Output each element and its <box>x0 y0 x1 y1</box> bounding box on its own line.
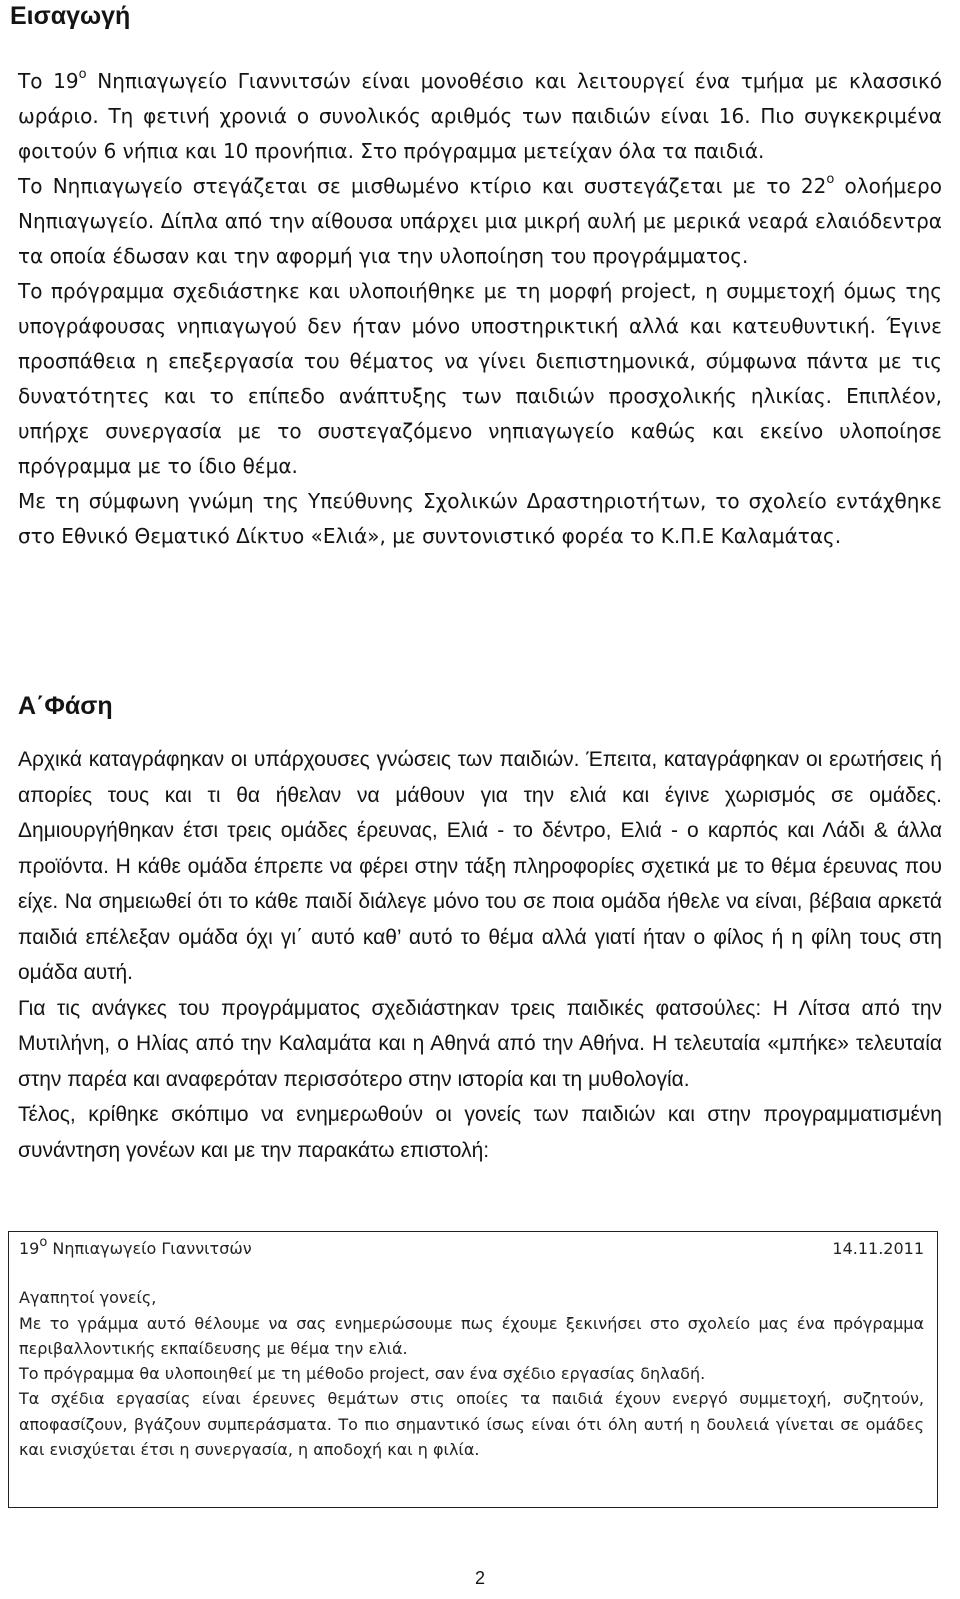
intro-paragraph-4: Με τη σύμφωνη γνώμη της Υπεύθυνης Σχολικών Δραστηριοτήτων, το σχολείο εντάχθηκε στο Εθνικό Θεματικό Δίκτυο «Ελιά», με συντονιστικό φορέα το Κ.Π.Ε Καλαμάτας. <box>18 489 942 548</box>
letter-school-name: $19^o$ Νηπιαγωγείο Γιαννιτσών <box>19 1234 252 1258</box>
phase-a-paragraph-1: Αρχικά καταγράφηκαν οι υπάρχουσες γνώσεις των παιδιών. Έπειτα, καταγράφηκαν οι ερωτήσεις ή απορίες τους και τι θα ήθελαν να μάθουν για την ελιά και έγινε χωρισμός σε ομάδες. Δημιουργήθηκαν έτσι τρεις ομάδες έρευνας, Ελιά - το δέντρο, Ελιά - ο καρπός και Λάδι & άλλα προϊόντα. Η κάθε ομάδα έπρεπε να φέρει στην τάξη πληροφορίες σχετικά με το θέμα έρευνας που είχε. Να σημειωθεί ότι το κάθε παιδί διάλεγε μόνο του σε ποια ομάδα ήθελε να είναι, βέβαια αρκετά παιδιά επέλεξαν ομάδα όχι γι΄ αυτό καθ’ αυτό το θέμα αλλά γιατί ήταν ο φίλος ή η φίλη τους στη ομάδα αυτή. <box>18 748 942 984</box>
page-number: 2 <box>474 1568 485 1588</box>
letter-paragraph-2: Το πρόγραμμα θα υλοποιηθεί με τη μέθοδο project, σαν ένα σχέδιο εργασίας δηλαδή. <box>19 1364 706 1384</box>
phase-a-paragraph-3: Τέλος, κρίθηκε σκόπιμο να ενημερωθούν οι γονείς των παιδιών και στην προγραμματισμένη συνάντηση γονέων και με την παρακάτω επιστολή: <box>18 1103 942 1162</box>
letter-paragraph-1: Με το γράμμα αυτό θέλουμε να σας ενημερώσουμε πως έχουμε ξεκινήσει στο σχολείο μας ένα πρόγραμμα περιβαλλοντικής εκπαίδευσης με θέμα την ελιά. <box>19 1313 924 1358</box>
section-heading-phase-a: Α΄Φάση <box>18 692 113 720</box>
intro-paragraph-2: Το Νηπιαγωγείο στεγάζεται σε μισθωμένο κτίριο και συστεγάζεται με το $22^o$ ολοήμερο Νηπιαγωγείο. Δίπλα από την αίθουσα υπάρχει μια μικρή αυλή με μερικά νεαρά ελαιόδεντρα τα οποία έδωσαν και την αφορμή για την υλοποίηση του προγράμματος. <box>18 172 942 268</box>
letter-paragraph-3: Τα σχέδια εργασίας είναι έρευνες θεμάτων στις οποίες τα παιδιά έχουν ενεργό συμμετοχή, συζητούν, αποφασίζουν, βγάζουν συμπεράσματα. Το πιο σημαντικό ίσως είναι ότι όλη αυτή η δουλειά γίνεται σε ομάδες και ενισχύεται έτσι η συνεργασία, η αποδοχή και η φιλία. <box>19 1389 924 1460</box>
parent-letter-box <box>8 1231 938 1508</box>
introduction-text <box>18 64 942 554</box>
phase-a-paragraph-2: Για τις ανάγκες του προγράμματος σχεδιάστηκαν τρεις παιδικές φατσούλες: Η Λίτσα από την Μυτιλήνη, ο Ηλίας από την Καλαμάτα και η Αθηνά από την Αθήνα. Η τελευταία «μπήκε» τελευταία στην παρέα και αναφερόταν περισσότερο στην ιστορία και τη μυθολογία. <box>18 996 942 1091</box>
intro-paragraph-1: Το $19^o$ Νηπιαγωγείο Γιαννιτσών είναι μονοθέσιο και λειτουργεί ένα τμήμα με κλασσικό ωράριο. Τη φετινή χρονιά ο συνολικός αριθμός των παιδιών είναι 16. Πιο συγκεκριμένα φοιτούν 6 νήπια και 10 προνήπια. Στο πρόγραμμα μετείχαν όλα τα παιδιά. <box>18 67 943 163</box>
letter-greeting: Αγαπητοί γονείς, <box>19 1288 157 1308</box>
intro-paragraph-3: Το πρόγραμμα σχεδιάστηκε και υλοποιήθηκε με τη μορφή project, η συμμετοχή όμως της υπογράφουσας νηπιαγωγού δεν ήταν μόνο υποστηρικτική αλλά και κατευθυντική. Έγινε προσπάθεια η επεξεργασία του θέματος να γίνει διεπιστημονικά, σύμφωνα πάντα με τις δυνατότητες και το επίπεδο ανάπτυξης των παιδιών προσχολικής ηλικίας. Επιπλέον, υπήρχε συνεργασία με το συστεγαζόμενο νηπιαγωγείο καθώς και εκείνο υλοποίησε πρόγραμμα με το ίδιο θέμα. <box>18 279 942 478</box>
section-heading-introduction: Εισαγωγή <box>10 2 131 30</box>
letter-date: 14.11.2011 <box>832 1239 924 1258</box>
phase-a-text <box>18 742 942 1168</box>
letter-header <box>19 1236 924 1261</box>
